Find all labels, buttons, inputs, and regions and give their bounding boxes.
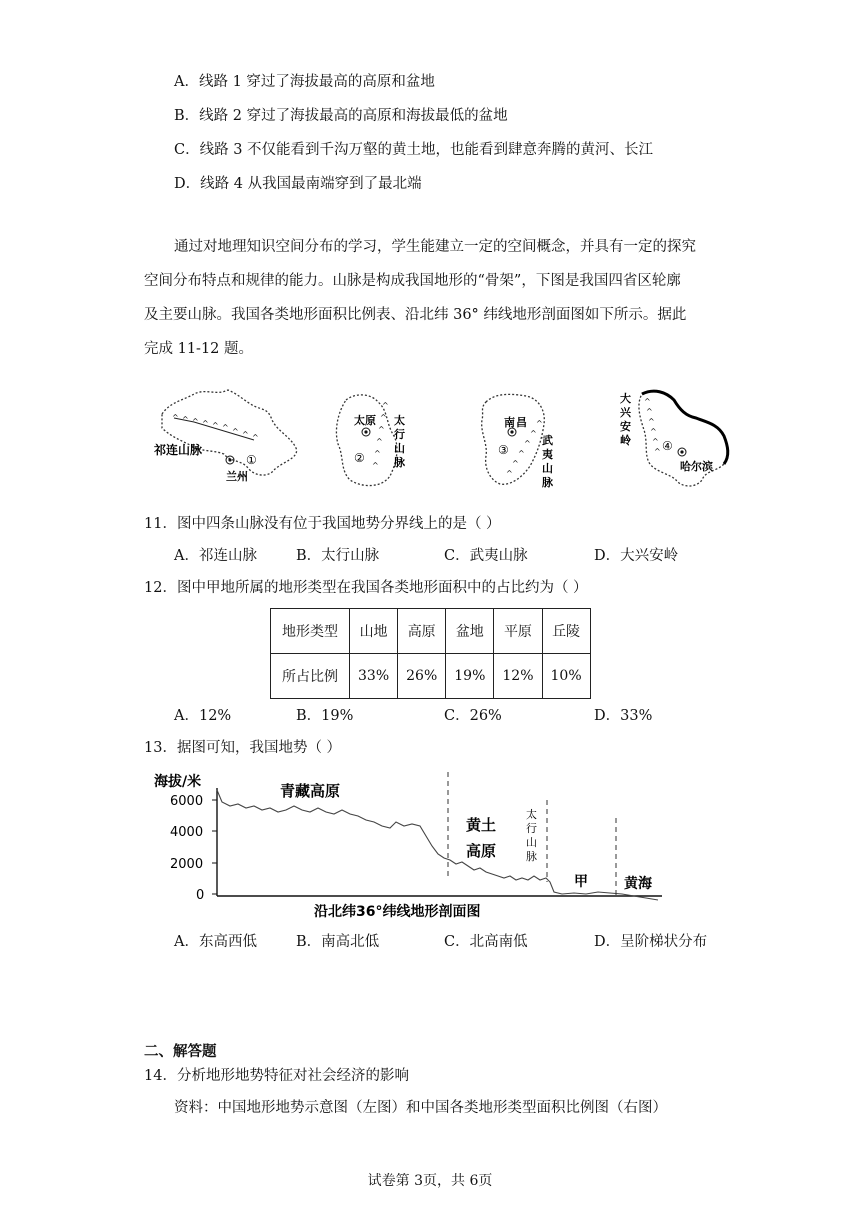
table-row <box>271 654 591 699</box>
tick-2000: 2000 <box>170 857 204 872</box>
map2-number: ② <box>354 451 365 465</box>
q13-stem: 13．据图可知，我国地势（ ） <box>144 740 342 756</box>
daxinganling-char-3: 安 <box>620 420 631 433</box>
daxinganling-char-1: 大 <box>620 392 631 405</box>
daxinganling-char-2: 兴 <box>620 406 631 419</box>
svg-text:^: ^ <box>378 425 385 434</box>
table-row <box>271 609 591 654</box>
profile-caption: 沿北纬36°纬线地形剖面图 <box>314 904 481 920</box>
q10-option-d: D．线路 4 从我国最南端穿到了最北端 <box>174 176 422 192</box>
map-jiangxi <box>482 394 554 489</box>
q12-option-a: A．12% <box>174 708 232 724</box>
daxinganling-char-4: 岭 <box>620 434 631 447</box>
table-cell: 26% <box>398 654 446 699</box>
taihang-char-4: 脉 <box>394 456 405 469</box>
map-gansu <box>154 390 297 483</box>
intro-line-4: 完成 11-12 题。 <box>144 341 254 357</box>
q13-option-d: D．呈阶梯状分布 <box>594 934 708 950</box>
svg-text:^: ^ <box>376 437 383 446</box>
svg-text:^: ^ <box>232 427 239 436</box>
wuyi-char-4: 脉 <box>542 476 553 489</box>
intro-line-2: 空间分布特点和规律的能力。山脉是构成我国地形的“骨架”，下图是我国四省区轮廓 <box>144 273 681 289</box>
nanchang-char-1: 南 <box>504 416 515 429</box>
svg-text:^: ^ <box>518 449 525 458</box>
table-cell: 高原 <box>398 609 446 654</box>
table-cell: 所占比例 <box>271 654 350 699</box>
svg-text:^: ^ <box>648 417 655 426</box>
q14-material: 资料：中国地形地势示意图（左图）和中国各类地形类型面积比例图（右图） <box>174 1100 667 1116</box>
q11-option-c: C．武夷山脉 <box>444 548 528 564</box>
table-cell: 10% <box>542 654 590 699</box>
wuyi-char-1: 武 <box>542 434 553 447</box>
tick-6000: 6000 <box>170 794 204 809</box>
harbin-label: 哈尔滨 <box>680 460 713 473</box>
taihang-char-1: 太 <box>394 414 405 427</box>
svg-text:^: ^ <box>222 423 229 432</box>
wuyi-char-2: 夷 <box>542 448 553 461</box>
taihang-v-4: 脉 <box>526 850 537 863</box>
qilian-label: 祁连山脉 <box>154 443 203 457</box>
table-cell: 地形类型 <box>271 609 350 654</box>
tick-0: 0 <box>196 888 205 903</box>
elevation-line <box>217 790 658 900</box>
svg-text:^: ^ <box>644 397 651 406</box>
table-cell: 33% <box>350 654 398 699</box>
svg-text:^: ^ <box>512 459 519 468</box>
terrain-area-table <box>270 608 591 699</box>
svg-text:^: ^ <box>650 427 657 436</box>
q11-option-d: D．大兴安岭 <box>594 548 679 564</box>
map3-number: ③ <box>498 443 509 457</box>
jia-label: 甲 <box>574 874 588 890</box>
svg-text:^: ^ <box>242 430 249 439</box>
svg-text:^: ^ <box>182 415 189 424</box>
svg-text:^: ^ <box>536 419 543 428</box>
table-cell: 12% <box>494 654 542 699</box>
section-heading: 二、解答题 <box>144 1043 217 1060</box>
table-cell: 平原 <box>494 609 542 654</box>
loess-label-1: 黄土 <box>466 816 497 834</box>
map-heilongjiang <box>620 391 728 486</box>
svg-text:^: ^ <box>654 447 661 456</box>
wuyi-char-3: 山 <box>542 462 553 475</box>
taiyuan-label: 太原 <box>354 414 376 427</box>
map1-number: ① <box>246 453 257 467</box>
svg-text:^: ^ <box>524 439 531 448</box>
lanzhou-label: 兰州 <box>226 470 248 483</box>
q13-option-a: A．东高西低 <box>174 934 257 950</box>
q11-stem: 11．图中四条山脉没有位于我国地势分界线上的是（ ） <box>144 516 501 532</box>
tick-4000: 4000 <box>170 825 204 840</box>
svg-text:^: ^ <box>202 419 209 428</box>
table-cell: 盆地 <box>446 609 494 654</box>
q10-option-b: B．线路 2 穿过了海拔最高的高原和海拔最低的盆地 <box>174 108 508 124</box>
taihang-char-2: 行 <box>394 428 405 441</box>
yellow-sea-label: 黄海 <box>624 876 652 892</box>
map4-number: ④ <box>662 439 673 453</box>
province-maps <box>150 380 750 500</box>
taihang-v-2: 行 <box>526 822 537 835</box>
map-shanxi <box>336 395 406 486</box>
svg-text:^: ^ <box>374 449 381 458</box>
svg-text:^: ^ <box>530 429 537 438</box>
table-cell: 19% <box>446 654 494 699</box>
page-footer: 试卷第 3页，共 6页 <box>367 1173 493 1189</box>
taihang-char-3: 山 <box>394 442 405 455</box>
svg-text:^: ^ <box>506 469 513 478</box>
intro-line-1: 通过对地理知识空间分布的学习，学生能建立一定的空间概念，并具有一定的探究 <box>174 239 696 255</box>
terrain-profile <box>150 766 670 922</box>
svg-text:^: ^ <box>372 461 379 470</box>
q10-option-a: A．线路 1 穿过了海拔最高的高原和盆地 <box>174 74 435 90</box>
svg-text:^: ^ <box>382 401 389 410</box>
q12-option-c: C．26% <box>444 708 502 724</box>
table-cell: 丘陵 <box>542 609 590 654</box>
q11-option-a: A．祁连山脉 <box>174 548 257 564</box>
loess-label-2: 高原 <box>466 842 497 860</box>
intro-line-3: 及主要山脉。我国各类地形面积比例表、沿北纬 36° 纬线地形剖面图如下所示。据此 <box>144 307 687 323</box>
q10-option-c: C．线路 3 不仅能看到千沟万壑的黄土地，也能看到肆意奔腾的黄河、长江 <box>174 142 654 158</box>
svg-text:^: ^ <box>192 417 199 426</box>
mountain-symbol: ^ <box>172 413 179 422</box>
svg-text:^: ^ <box>212 421 219 430</box>
svg-text:^: ^ <box>380 413 387 422</box>
profile-ylabel: 海拔/米 <box>154 774 202 790</box>
nanchang-char-2: 昌 <box>516 416 527 429</box>
taihang-v-3: 山 <box>526 836 537 849</box>
plateau-label: 青藏高原 <box>280 782 341 800</box>
q11-option-b: B．太行山脉 <box>296 548 380 564</box>
svg-text:^: ^ <box>652 437 659 446</box>
q12-stem: 12．图中甲地所属的地形类型在我国各类地形面积中的占比约为（ ） <box>144 580 588 596</box>
q12-option-d: D．33% <box>594 708 653 724</box>
q13-option-b: B．南高北低 <box>296 934 380 950</box>
taihang-v-1: 太 <box>526 808 537 821</box>
svg-text:^: ^ <box>252 433 259 442</box>
q14-stem: 14．分析地形地势特征对社会经济的影响 <box>144 1068 409 1084</box>
q13-option-c: C．北高南低 <box>444 934 528 950</box>
table-cell: 山地 <box>350 609 398 654</box>
svg-text:^: ^ <box>646 407 653 416</box>
q12-option-b: B．19% <box>296 708 354 724</box>
